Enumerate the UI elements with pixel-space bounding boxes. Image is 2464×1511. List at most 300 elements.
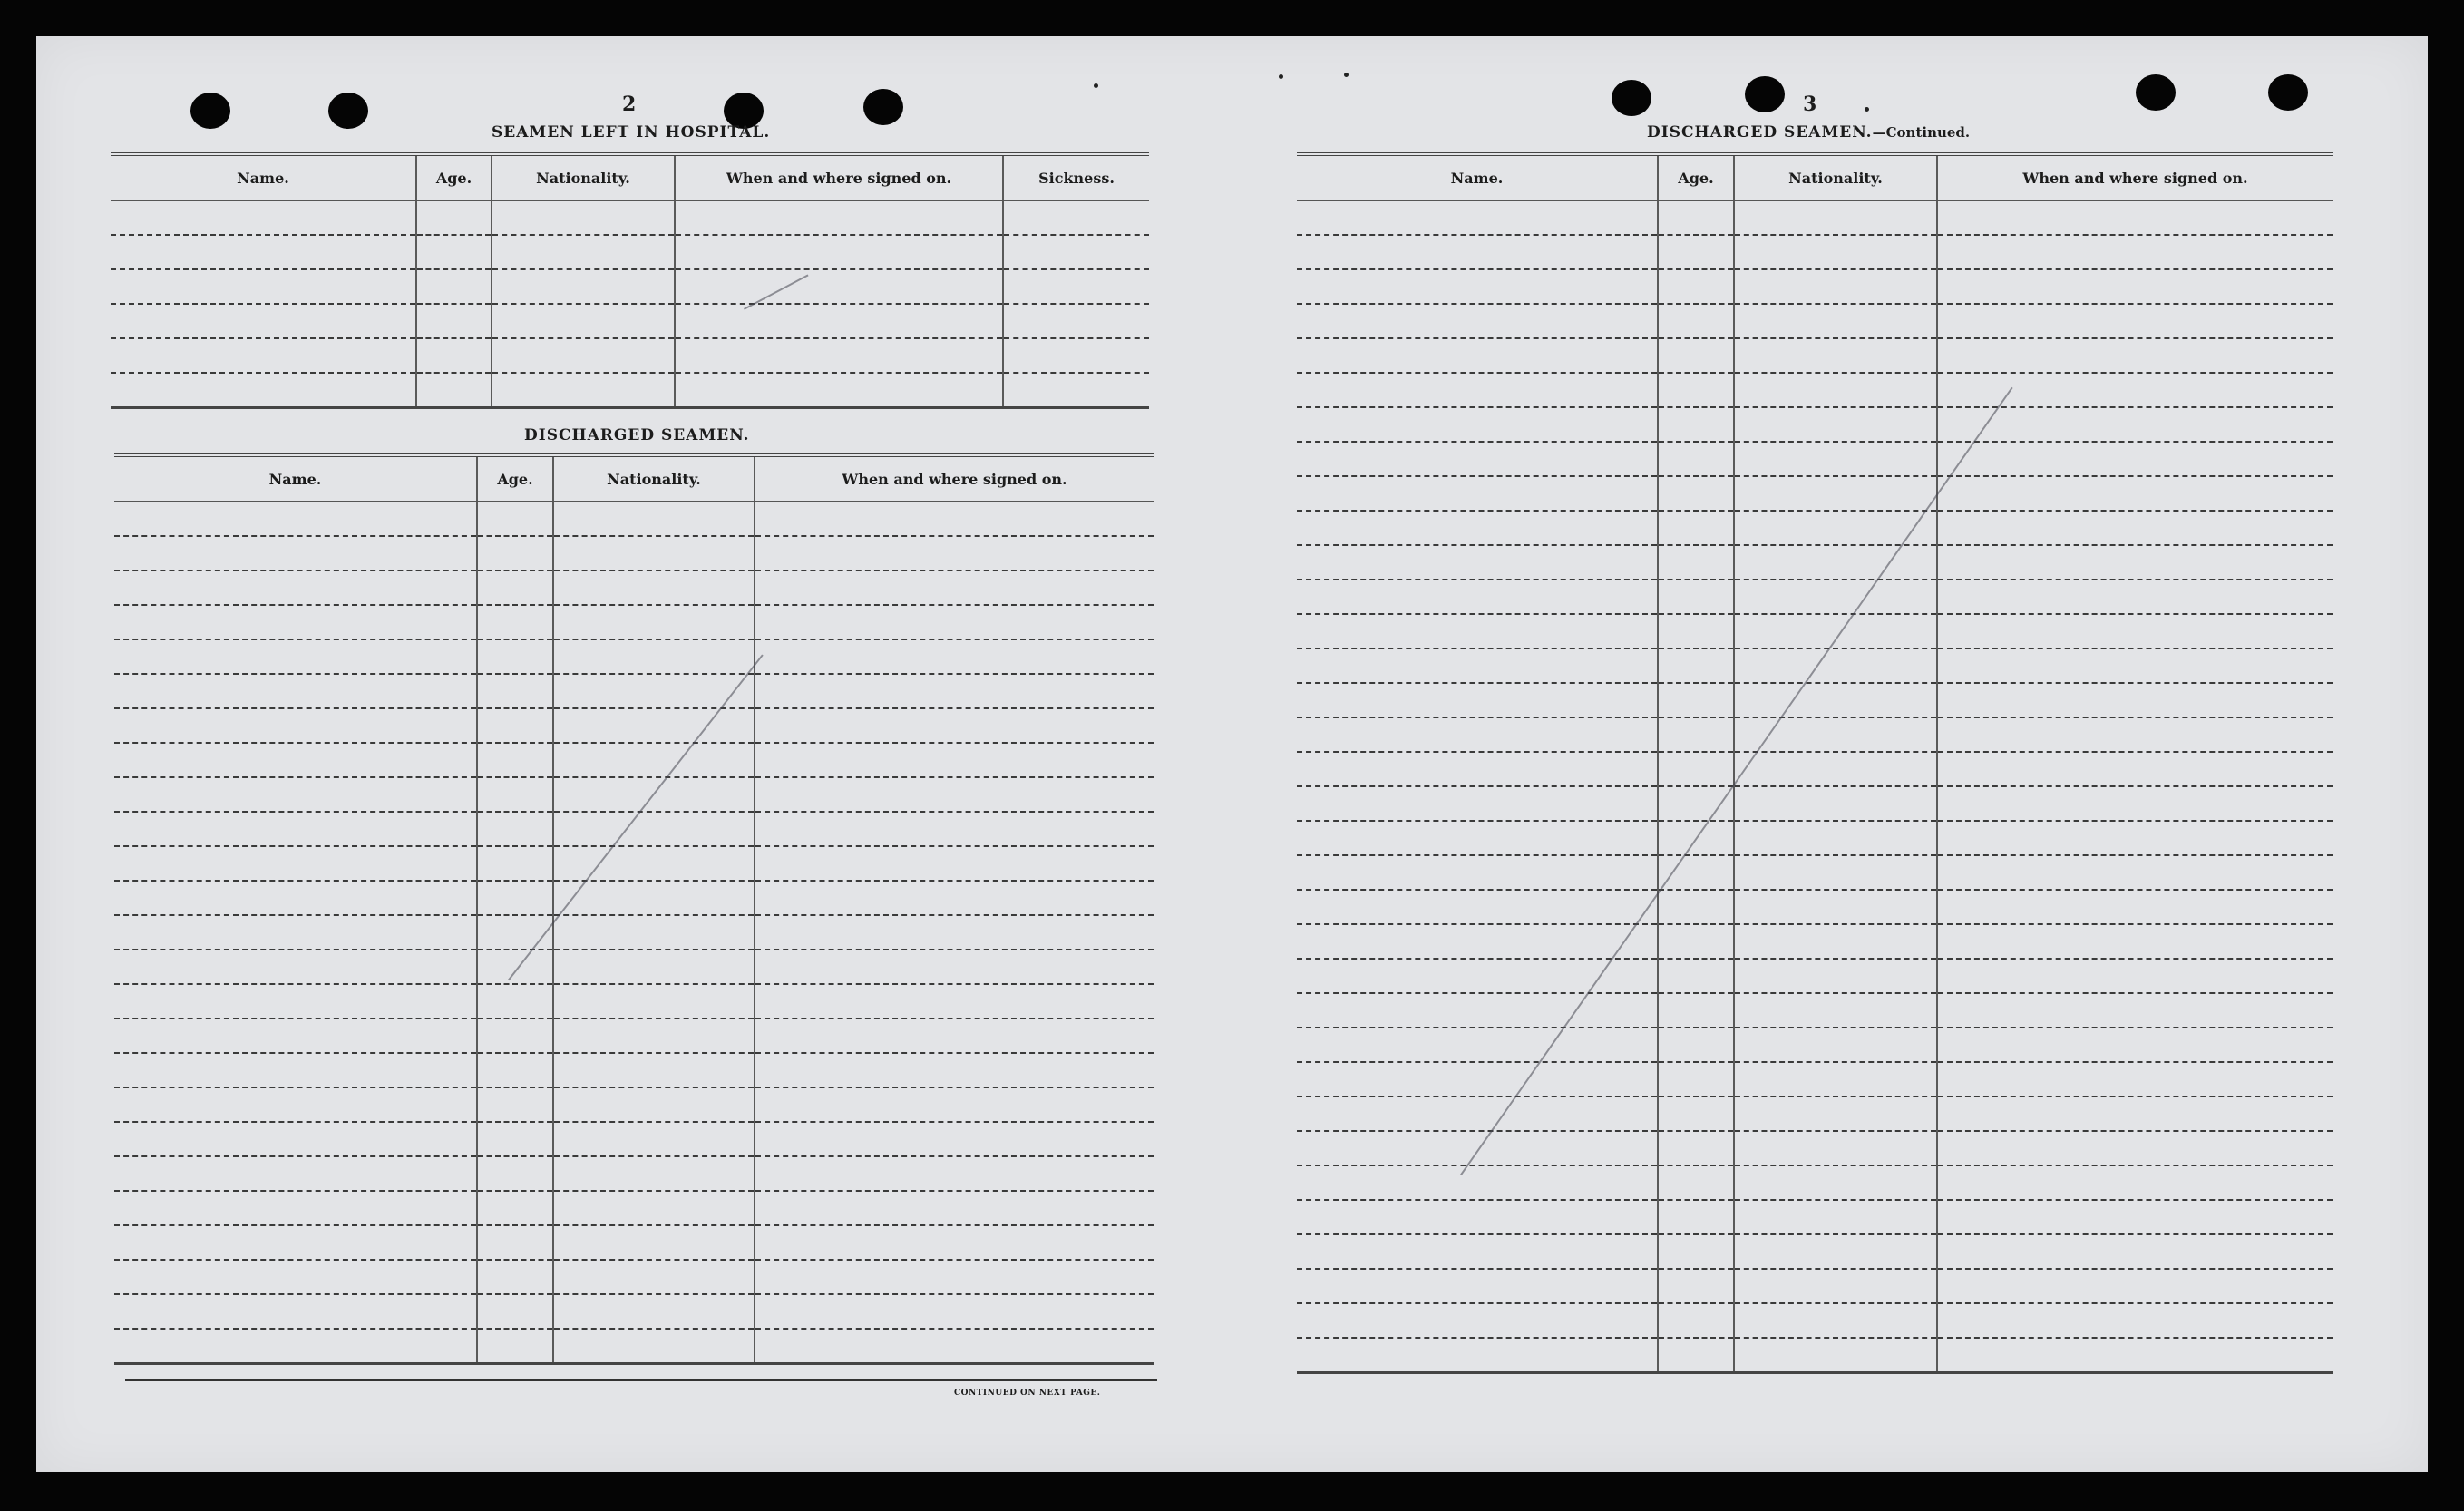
table-cell [755,777,1154,812]
punch-hole [863,89,903,125]
table-cell [755,1087,1154,1122]
table-cell [1937,580,2333,614]
table-row [1297,648,2333,683]
table-cell [1658,1028,1734,1062]
table-cell [1297,717,1658,752]
table-row [111,373,1149,408]
table-cell [111,338,416,373]
table-cell [1734,717,1937,752]
table-row [1297,373,2333,407]
table-cell [1658,1097,1734,1131]
table-cell [1734,752,1937,786]
table-cell [1937,614,2333,648]
table-cell [755,1225,1154,1260]
table-cell [755,1294,1154,1329]
table-cell [1658,890,1734,924]
table-cell [114,950,477,984]
table-row [114,502,1154,536]
table-cell [1658,1062,1734,1097]
table-cell [553,1191,755,1225]
table-cell [114,1329,477,1364]
table-cell [1937,855,2333,890]
table-row [114,536,1154,570]
table-cell [1734,1269,1937,1303]
table-cell [492,235,675,269]
table-cell [492,304,675,338]
table-cell [755,1122,1154,1156]
col-header-signed-on: When and where signed on. [1937,154,2333,200]
table-cell [1297,614,1658,648]
document-sheet [36,36,2428,1472]
col-header-nationality: Nationality. [553,455,755,502]
table-cell [416,338,492,373]
table-cell [1297,855,1658,890]
ink-speck [1279,74,1283,79]
table-cell [114,881,477,915]
table-row [114,846,1154,881]
table-cell [1297,683,1658,717]
table-cell [477,743,553,777]
table-cell [1297,1303,1658,1338]
table-cell [553,881,755,915]
table-cell [1297,269,1658,304]
table-cell [675,304,1003,338]
discharged-table-right [1297,152,2333,1374]
table-cell [111,269,416,304]
table-cell [675,269,1003,304]
table-row [1297,545,2333,580]
table-cell [477,1053,553,1087]
table-row [114,708,1154,743]
table-cell [416,200,492,235]
table-cell [553,812,755,846]
table-row [1297,235,2333,269]
table-cell [553,1087,755,1122]
table-row [114,1225,1154,1260]
table-cell [1734,235,1937,269]
table-cell [114,1019,477,1053]
table-cell [1658,1131,1734,1165]
table-cell [755,536,1154,570]
table-cell [1658,648,1734,683]
table-cell [1658,924,1734,959]
discharged-section-title-left: DISCHARGED SEAMEN. [524,426,750,444]
table-cell [1658,338,1734,373]
table-cell [1734,511,1937,545]
table-cell [675,235,1003,269]
table-cell [675,200,1003,235]
table-cell [1734,338,1937,373]
table-cell [1734,890,1937,924]
col-header-signed-on: When and where signed on. [675,154,1003,200]
table-cell [477,950,553,984]
continued-footer: CONTINUED ON NEXT PAGE. [954,1389,1101,1398]
table-row [1297,200,2333,235]
table-cell [1937,890,2333,924]
table-cell [1658,1200,1734,1234]
table-cell [477,1087,553,1122]
table-cell [1297,1165,1658,1200]
table-cell [1734,683,1937,717]
table-row [111,235,1149,269]
table-cell [114,812,477,846]
table-row [114,639,1154,674]
table-row [114,1087,1154,1122]
table-cell [1297,476,1658,511]
table-cell [1937,407,2333,442]
table-cell [1937,821,2333,855]
table-cell [755,1019,1154,1053]
table-cell [553,1294,755,1329]
table-cell [1297,648,1658,683]
table-row [1297,580,2333,614]
table-cell [1937,545,2333,580]
table-row [1297,511,2333,545]
table-cell [114,1156,477,1191]
table-cell [114,536,477,570]
table-cell [1297,993,1658,1028]
table-cell [477,846,553,881]
table-cell [1297,545,1658,580]
table-cell [1937,924,2333,959]
table-cell [553,984,755,1019]
table-cell [114,674,477,708]
table-row [1297,338,2333,373]
table-cell [111,373,416,408]
table-cell [1297,407,1658,442]
table-row [114,777,1154,812]
col-header-age: Age. [477,455,553,502]
table-cell [675,373,1003,408]
table-cell [1937,269,2333,304]
table-cell [477,570,553,605]
table-cell [553,1122,755,1156]
table-cell [1937,1338,2333,1373]
table-cell [755,674,1154,708]
table-cell [1734,304,1937,338]
col-header-name: Name. [111,154,416,200]
table-cell [1937,1234,2333,1269]
table-cell [416,269,492,304]
table-row [114,743,1154,777]
table-cell [114,1053,477,1087]
table-cell [1937,373,2333,407]
table-row [1297,752,2333,786]
table-row [1297,1028,2333,1062]
table-cell [1937,1062,2333,1097]
table-row [1297,1097,2333,1131]
table-cell [1658,993,1734,1028]
table-cell [1003,235,1149,269]
page-number-right: 3 [1803,93,1817,116]
table-cell [1658,407,1734,442]
table-cell [1658,614,1734,648]
ink-speck [1865,107,1869,112]
table-cell [1937,1269,2333,1303]
table-cell [477,674,553,708]
table-row [1297,442,2333,476]
col-header-nationality: Nationality. [492,154,675,200]
table-cell [1734,407,1937,442]
table-cell [1734,1097,1937,1131]
table-cell [1658,235,1734,269]
table-row [111,304,1149,338]
table-cell [553,570,755,605]
table-cell [492,373,675,408]
punch-hole [190,93,230,129]
table-cell [114,777,477,812]
table-cell [1937,442,2333,476]
table-cell [492,200,675,235]
discharged-section-title-right [1647,123,1970,141]
table-cell [1297,786,1658,821]
table-cell [1937,683,2333,717]
table-cell [1734,1165,1937,1200]
table-cell [755,1053,1154,1087]
table-cell [1297,821,1658,855]
table-cell [477,536,553,570]
table-cell [553,1225,755,1260]
col-header-signed-on: When and where signed on. [755,455,1154,502]
table-cell [1297,1200,1658,1234]
table-row [111,269,1149,304]
table-cell [477,605,553,639]
discharged-title-text: DISCHARGED SEAMEN. [1647,123,1873,141]
table-cell [477,812,553,846]
table-cell [1658,511,1734,545]
table-cell [416,373,492,408]
table-cell [1003,200,1149,235]
table-cell [416,235,492,269]
table-cell [1734,476,1937,511]
col-header-sickness: Sickness. [1003,154,1149,200]
table-cell [1297,1062,1658,1097]
table-cell [1297,338,1658,373]
table-cell [477,1225,553,1260]
table-cell [111,304,416,338]
table-cell [1297,1338,1658,1373]
table-cell [1297,235,1658,269]
table-cell [553,950,755,984]
table-cell [1658,580,1734,614]
table-row [1297,304,2333,338]
col-header-age: Age. [416,154,492,200]
table-row [1297,1165,2333,1200]
table-cell [755,1260,1154,1294]
table-cell [1297,1097,1658,1131]
continued-label: —Continued. [1872,124,1971,141]
table-cell [755,1329,1154,1364]
table-cell [114,984,477,1019]
table-cell [553,536,755,570]
table-cell [755,502,1154,536]
table-row [1297,924,2333,959]
table-cell [553,1329,755,1364]
table-cell [755,812,1154,846]
punch-hole [2268,74,2308,111]
table-row [114,1019,1154,1053]
table-cell [492,338,675,373]
table-cell [1658,545,1734,580]
table-cell [1937,717,2333,752]
table-cell [755,743,1154,777]
table-row [114,950,1154,984]
table-cell [1297,304,1658,338]
punch-hole [328,93,368,129]
table-cell [1937,993,2333,1028]
table-row [1297,476,2333,511]
table-cell [1297,1269,1658,1303]
table-cell [553,846,755,881]
table-cell [114,743,477,777]
table-cell [553,1156,755,1191]
table-row [1297,1338,2333,1373]
table-cell [553,708,755,743]
table-cell [1658,476,1734,511]
table-row [1297,786,2333,821]
table-row [114,881,1154,915]
table-row [111,338,1149,373]
table-cell [553,1053,755,1087]
table-cell [1734,855,1937,890]
table-cell [755,1191,1154,1225]
table-cell [1297,924,1658,959]
table-cell [114,1225,477,1260]
table-cell [1734,1234,1937,1269]
table-cell [477,1260,553,1294]
table-row [1297,1303,2333,1338]
table-cell [1734,1131,1937,1165]
table-row [114,984,1154,1019]
bottom-rule-left [125,1379,1157,1381]
table-cell [1658,373,1734,407]
table-row [114,1294,1154,1329]
table-cell [1734,373,1937,407]
table-row [114,1122,1154,1156]
table-cell [1297,442,1658,476]
table-cell [1658,1338,1734,1373]
table-cell [1734,648,1937,683]
table-cell [1734,993,1937,1028]
table-cell [477,1156,553,1191]
table-cell [1658,200,1734,235]
table-cell [1734,269,1937,304]
table-cell [1297,1234,1658,1269]
ink-speck [1344,73,1349,77]
table-cell [1734,786,1937,821]
table-cell [1658,269,1734,304]
table-row [114,605,1154,639]
table-cell [755,881,1154,915]
table-cell [675,338,1003,373]
table-cell [1297,752,1658,786]
table-cell [114,570,477,605]
table-cell [1003,269,1149,304]
table-cell [553,1019,755,1053]
table-cell [1937,1165,2333,1200]
table-cell [114,605,477,639]
table-cell [1297,890,1658,924]
table-cell [1937,476,2333,511]
table-cell [1734,821,1937,855]
table-cell [1734,1062,1937,1097]
table-row [114,1329,1154,1364]
table-cell [477,1191,553,1225]
table-cell [755,950,1154,984]
table-cell [1937,1131,2333,1165]
table-cell [755,1156,1154,1191]
table-cell [1734,580,1937,614]
punch-hole [2136,74,2176,111]
table-cell [1734,200,1937,235]
table-row [114,1191,1154,1225]
table-row [1297,993,2333,1028]
table-row [114,1260,1154,1294]
table-cell [1734,614,1937,648]
table-cell [1734,959,1937,993]
table-cell [1297,580,1658,614]
col-header-name: Name. [1297,154,1658,200]
table-cell [477,984,553,1019]
table-cell [1734,1200,1937,1234]
table-cell [1937,648,2333,683]
table-cell [1003,338,1149,373]
table-cell [111,200,416,235]
punch-hole [1745,76,1785,112]
punch-hole [1612,80,1651,116]
table-row [1297,1200,2333,1234]
ink-speck [1094,83,1098,88]
table-cell [1734,924,1937,959]
table-cell [553,605,755,639]
table-cell [1658,304,1734,338]
table-row [114,915,1154,950]
table-row [114,1156,1154,1191]
table-cell [1937,752,2333,786]
table-cell [1937,338,2333,373]
table-cell [1734,1028,1937,1062]
table-cell [755,984,1154,1019]
table-cell [1658,1303,1734,1338]
hospital-section-title: SEAMEN LEFT IN HOSPITAL. [492,123,771,141]
table-cell [553,1260,755,1294]
hospital-table [111,152,1149,409]
table-row [111,200,1149,235]
table-cell [553,743,755,777]
table-cell [114,502,477,536]
table-row [1297,1234,2333,1269]
table-cell [553,639,755,674]
table-row [1297,821,2333,855]
table-cell [1734,1338,1937,1373]
table-cell [1937,786,2333,821]
table-cell [1658,786,1734,821]
table-cell [553,915,755,950]
table-cell [1297,959,1658,993]
table-cell [477,502,553,536]
table-row [1297,855,2333,890]
table-cell [755,639,1154,674]
table-cell [1658,717,1734,752]
table-cell [1297,200,1658,235]
col-header-nationality: Nationality. [1734,154,1937,200]
table-cell [1937,511,2333,545]
table-cell [755,915,1154,950]
table-cell [477,639,553,674]
table-cell [1937,235,2333,269]
table-cell [1937,1303,2333,1338]
table-cell [1297,511,1658,545]
